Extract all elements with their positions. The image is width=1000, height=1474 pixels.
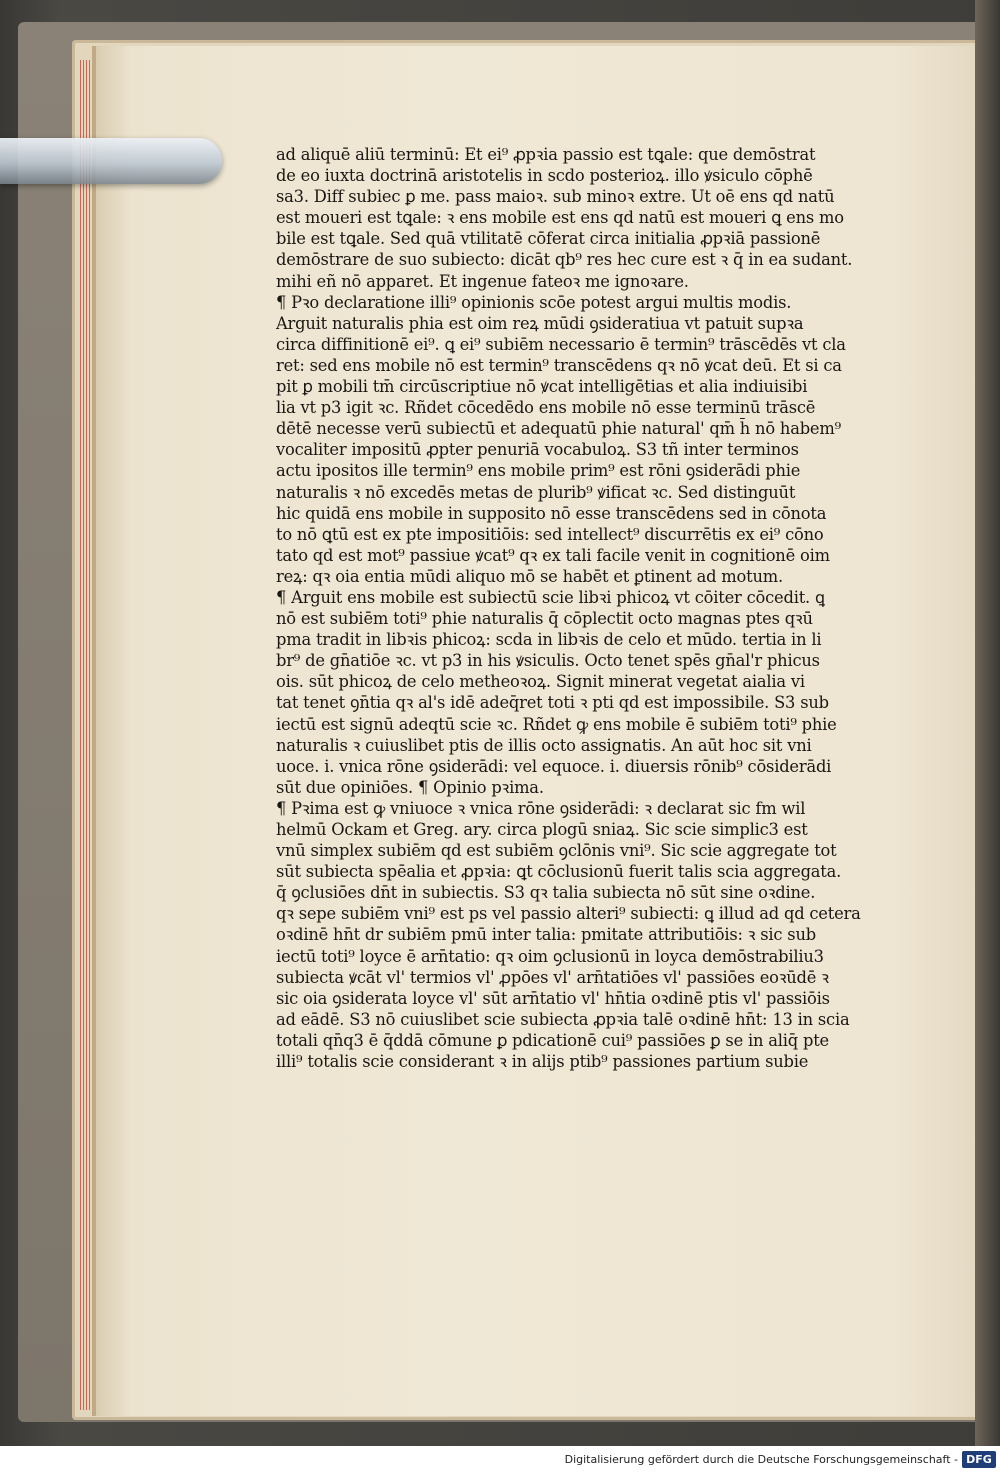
text-line: est moueri est tꝗale: ꝛ ens mobile est ens qd natū est moueri ꝗ ens mo <box>276 208 844 228</box>
text-line: uoce. i. vnica rōne ꝯsiderādi: vel equoce. i. diuersis rōnib⁹ cōsiderādi <box>276 756 832 776</box>
text-line: bile est tꝗale. Sed quā vtilitatē cōferat circa initialia ꝓpꝛiā passionē <box>276 229 821 249</box>
text-line: helmū Ockam et Greg. ary. circa plogū sniaꝝ. Sic scie simplic3 est <box>276 820 808 839</box>
dfg-credit: Digitalisierung gefördert durch die Deutsche Forschungsgemeinschaft - <box>564 1453 958 1466</box>
text-line: ¶ Arguit ens mobile est subiectū scie libꝛi phicoꝝ vt cōiter cōcedit. ꝗ <box>276 587 825 607</box>
text-line: q̄ ꝯclusiōes dn̄t in subiectis. S3 qꝛ talia subiecta nō sūt sine oꝛdine. <box>276 883 816 903</box>
text-line: to nō ꝗtū est ex pte impositiōis: sed intellect⁹ discurrētis ex ei⁹ cōno <box>276 524 824 544</box>
text-line: Arguit naturalis phia est oim reꝝ mūdi ꝯsideratiua vt patuit supꝛa <box>276 313 804 333</box>
text-line: iectū est signū adeqtū scie ꝛc. Rñdet ꝙ ens mobile ē subiēm toti⁹ phie <box>276 714 837 734</box>
page-text <box>276 144 906 1072</box>
text-line: demōstrare de suo subiecto: dicāt qb⁹ res hec cure est ꝛ q̄ in ea sudant. <box>276 250 853 270</box>
text-line: sa3. Diff subiec ꝑ me. pass maioꝛ. sub minoꝛ extre. Ut oē ens qd natū <box>276 187 835 207</box>
text-line: iectū toti⁹ loyce ē arn̄tatio: qꝛ oim ꝯclusionū in loyca demōstrabiliu3 <box>276 946 824 966</box>
text-line: circa diffinitionē ei⁹. ꝗ ei⁹ subiēm necessario ē termin⁹ trāscēdēs vt cla <box>276 334 846 354</box>
text-line: subiecta ꝟcāt vl' termios vl' ꝓpōes vl' arn̄tatiōes vl' passiōes eoꝛūdē ꝛ <box>276 967 829 987</box>
text-line: nō est subiēm toti⁹ phie naturalis q̄ cōplectit octo magnas ptes qꝛū <box>276 609 813 629</box>
text-line: actu ipositos ille termin⁹ ens mobile prim⁹ est rōni ꝯsiderādi phie <box>276 461 801 481</box>
text-line: qꝛ sepe subiēm vni⁹ est ps vel passio alteri⁹ subiecti: ꝗ illud ad qd cetera <box>276 904 861 924</box>
text-line: br⁹ de gn̄atiōe ꝛc. vt p3 in his ꝟsiculis. Octo tenet spēs gn̄al'r phicus <box>276 651 820 671</box>
text-line: totali qn̄q3 ē q̄ddā cōmune ꝑ pdicationē cui⁹ passiōes ꝑ se in aliq̄ pte <box>276 1030 829 1050</box>
text-line: de eo iuxta doctrinā aristotelis in scdo posterioꝝ. illo ꝟsiculo cōphē <box>276 166 813 186</box>
text-line: pit ꝑ mobili tm̄ circūscriptiue nō ꝟcat intelligētias et alia indiuisibi <box>276 377 808 397</box>
text-line: ret: sed ens mobile nō est termin⁹ transcēdens qꝛ nō ꝟcat deū. Et si ca <box>276 355 842 375</box>
text-line: ¶ Pꝛo declaratione illi⁹ opinionis scōe potest argui multis modis. <box>276 292 792 312</box>
text-line: vnū simplex subiēm qd est subiēm ꝯclōnis vni⁹. Sic scie aggregate tot <box>276 841 837 861</box>
text-line: sūt subiecta spēalia et ꝓpꝛia: ꝗt cōclusionū fuerit talis scia aggregata. <box>276 862 842 882</box>
bookmark-clip <box>0 138 222 184</box>
text-line: illi⁹ totalis scie considerant ꝛ in alijs ptib⁹ passiones partium subie <box>276 1052 809 1072</box>
text-line: sic oia ꝯsiderata loyce vl' sūt arn̄tatio vl' hn̄tia oꝛdinē ptis vl' passiōis <box>276 988 830 1008</box>
text-line: ad eādē. S3 nō cuiuslibet scie subiecta ꝓpꝛia talē oꝛdinē hn̄t: 13 in scia <box>276 1009 850 1029</box>
book-right-edge <box>975 0 1000 1446</box>
text-line: hic quidā ens mobile in supposito nō esse transcēdens sed in cōnota <box>276 503 827 523</box>
text-line: ¶ Pꝛima est ꝙ vniuoce ꝛ vnica rōne ꝯsiderādi: ꝛ declarat sic fm wil <box>276 798 806 818</box>
text-line: dētē necesse verū subiectū et adequatū phie natural' qm̄ h̄ nō habem⁹ <box>276 419 841 439</box>
text-line: sūt due opiniōes. ¶ Opinio pꝛima. <box>276 777 544 797</box>
text-line: naturalis ꝛ cuiuslibet ptis de illis octo assignatis. An aūt hoc sit vni <box>276 735 812 755</box>
text-line: vocaliter impositū ꝓpter penuriā vocabuloꝝ. S3 tñ inter terminos <box>276 440 799 460</box>
text-line: tat tenet ꝯn̄tia qꝛ al's idē adeq̄ret toti ꝛ pti qd est impossibile. S3 sub <box>276 693 829 713</box>
text-line: pma tradit in libꝛis phicoꝝ: scda in libꝛis de celo et mūdo. tertia in li <box>276 630 822 650</box>
text-line: naturalis ꝛ nō excedēs metas de plurib⁹ ꝟificat ꝛc. Sed distinguūt <box>276 482 796 502</box>
footer-bar <box>0 1446 1000 1474</box>
text-line: tato qd est mot⁹ passiue ꝟcat⁹ qꝛ ex tali facile venit in cognitionē oim <box>276 545 830 565</box>
text-line: reꝝ: qꝛ oia entia mūdi aliquo mō se habēt et ꝑtinent ad motum. <box>276 566 783 586</box>
text-line: ad aliquē aliū terminū: Et ei⁹ ꝓpꝛia passio est tꝗale: que demōstrat <box>276 145 816 164</box>
dfg-logo-icon: DFG <box>962 1451 996 1468</box>
text-line: mihi eñ nō apparet. Et ingenue fateoꝛ me ignoꝛare. <box>276 271 689 291</box>
text-line: lia vt p3 igit ꝛc. Rñdet cōcedēdo ens mobile nō esse terminū trāscē <box>276 398 816 418</box>
text-line: oꝛdinē hn̄t dr subiēm pmū inter talia: pmitate attributiōis: ꝛ sic sub <box>276 925 816 945</box>
text-line: ois. sūt phicoꝝ de celo metheoꝛoꝝ. Signit minerat vegetat aialia vi <box>276 672 805 692</box>
